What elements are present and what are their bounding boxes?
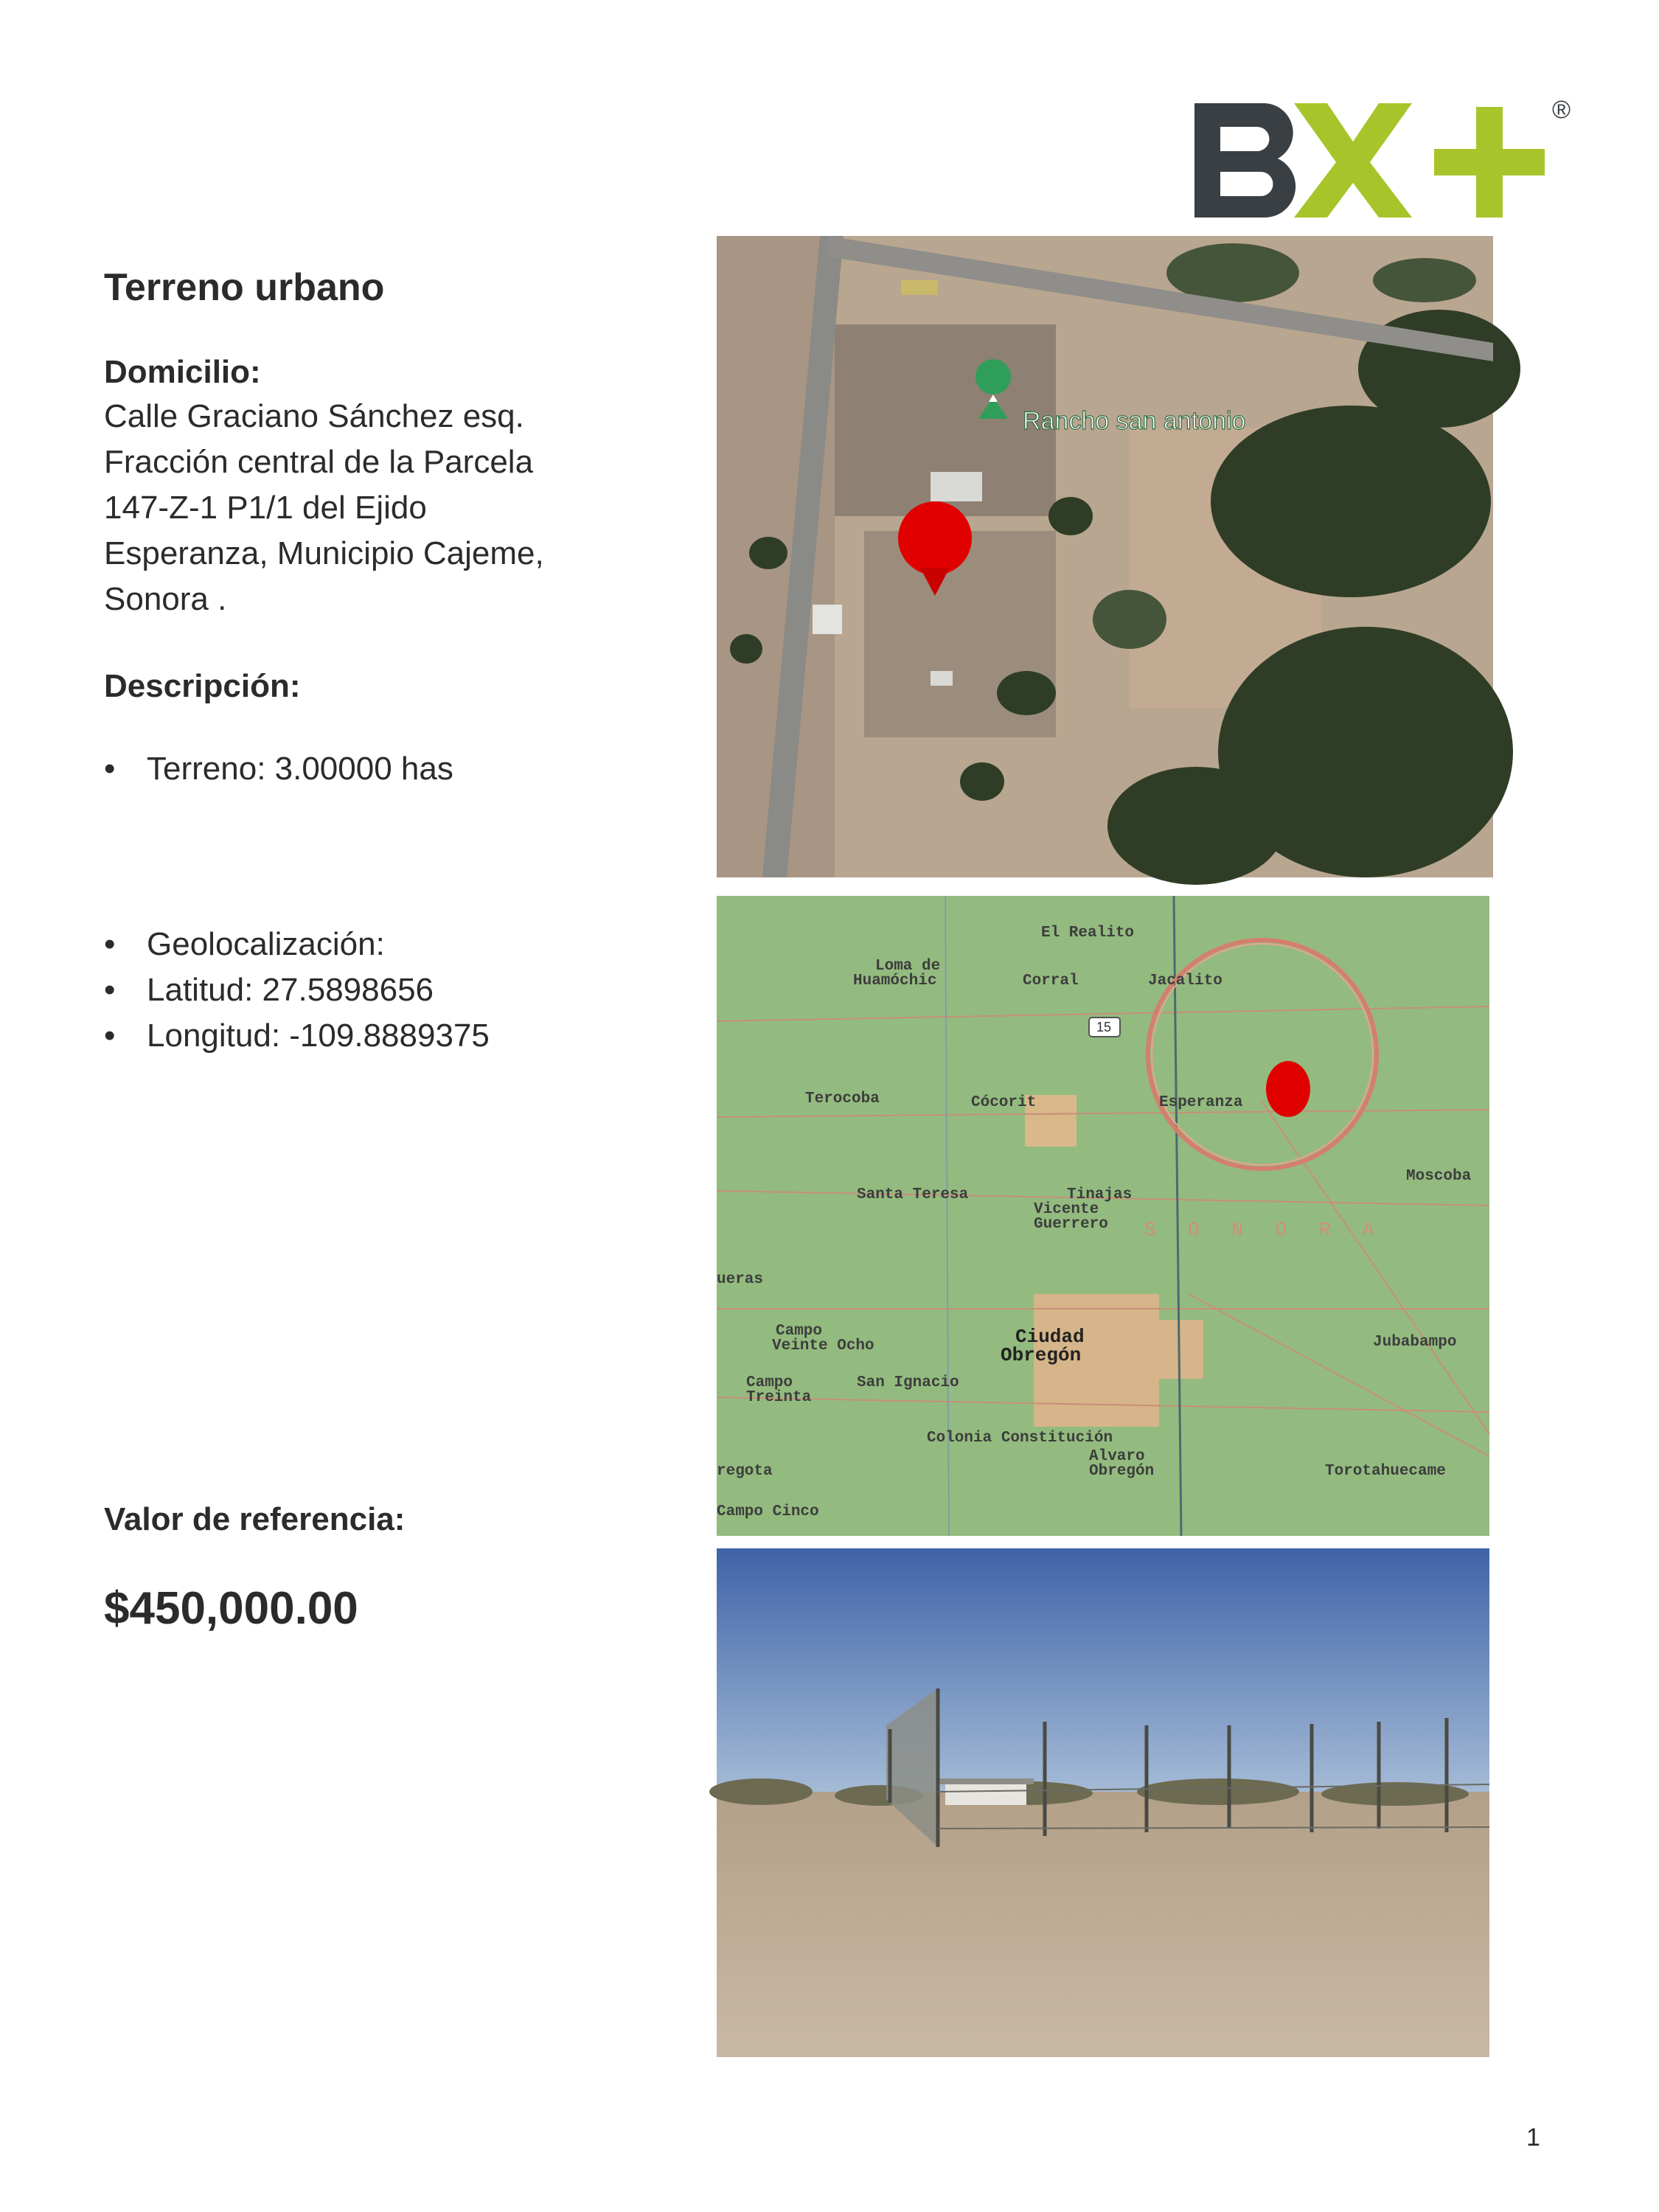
property-details — [104, 265, 620, 1635]
svg-text:Esperanza: Esperanza — [1159, 1094, 1243, 1111]
address-line: Calle Graciano Sánchez esq. — [104, 398, 524, 434]
road-map-image — [717, 896, 1489, 1536]
description-label: Descripción: — [104, 668, 301, 704]
svg-text:Corral: Corral — [1023, 973, 1079, 990]
address-line: Fracción central de la Parcela — [104, 444, 534, 480]
reference-value-label: Valor de referencia: — [104, 1501, 406, 1537]
list-item: • Longitud: -109.8889375 — [104, 1013, 620, 1059]
svg-text:regota: regota — [717, 1463, 773, 1480]
address-line: Esperanza, Municipio Cajeme, — [104, 535, 544, 571]
svg-text:Vicente: Vicente — [1034, 1201, 1099, 1218]
svg-text:Veinte Ocho: Veinte Ocho — [772, 1338, 874, 1354]
svg-text:Huamóchic: Huamóchic — [853, 973, 937, 990]
svg-text:Campo Cinco: Campo Cinco — [717, 1503, 819, 1520]
page-number: 1 — [1526, 2124, 1540, 2152]
svg-text:Jacalito: Jacalito — [1148, 973, 1222, 990]
svg-text:Torotahuecame: Torotahuecame — [1325, 1463, 1446, 1480]
address-text — [104, 394, 620, 622]
field-photo — [717, 1548, 1489, 2057]
svg-text:Tinajas: Tinajas — [1067, 1186, 1133, 1203]
svg-text:Alvaro: Alvaro — [1089, 1448, 1145, 1465]
svg-text:Ciudad: Ciudad — [1015, 1326, 1085, 1348]
list-item: • Terreno: 3.00000 has — [104, 746, 620, 792]
bx-plus-logo — [1180, 88, 1571, 221]
description-list — [104, 746, 620, 792]
svg-text:Colonia Constitución: Colonia Constitución — [927, 1430, 1113, 1447]
svg-text:Rancho san antonio: Rancho san antonio — [1023, 407, 1246, 435]
list-item: • Geolocalización: — [104, 922, 620, 967]
svg-text:ueras: ueras — [717, 1271, 764, 1288]
svg-text:Cócorit: Cócorit — [971, 1094, 1037, 1111]
svg-text:Treinta: Treinta — [746, 1389, 812, 1406]
svg-text:El Realito: El Realito — [1041, 925, 1135, 942]
svg-text:15: 15 — [1096, 1020, 1112, 1034]
satellite-image — [717, 236, 1493, 877]
svg-text:Santa Teresa: Santa Teresa — [857, 1186, 969, 1203]
svg-text:Obregón: Obregón — [1089, 1463, 1155, 1480]
svg-text:Loma de: Loma de — [875, 958, 941, 975]
svg-text:Jubabampo: Jubabampo — [1373, 1334, 1457, 1351]
address-label: Domicilio: — [104, 354, 261, 390]
svg-text:Obregón: Obregón — [1001, 1344, 1082, 1366]
svg-text:Guerrero: Guerrero — [1034, 1216, 1108, 1233]
reference-price: $450,000.00 — [104, 1583, 358, 1634]
svg-text:Campo: Campo — [746, 1374, 793, 1391]
svg-text:San Ignacio: San Ignacio — [857, 1374, 959, 1391]
list-item: • Latitud: 27.5898656 — [104, 967, 620, 1013]
page-title: Terreno urbano — [104, 266, 385, 309]
address-line: Sonora . — [104, 581, 227, 617]
address-line: 147-Z-1 P1/1 del Ejido — [104, 490, 427, 526]
svg-text:®: ® — [1552, 96, 1571, 124]
svg-text:Moscoba: Moscoba — [1406, 1168, 1472, 1185]
svg-text:Campo: Campo — [776, 1323, 823, 1340]
svg-text:S O N O R A: S O N O R A — [1144, 1219, 1385, 1241]
svg-text:Terocoba: Terocoba — [805, 1091, 880, 1107]
geolocation-list — [104, 922, 620, 1059]
